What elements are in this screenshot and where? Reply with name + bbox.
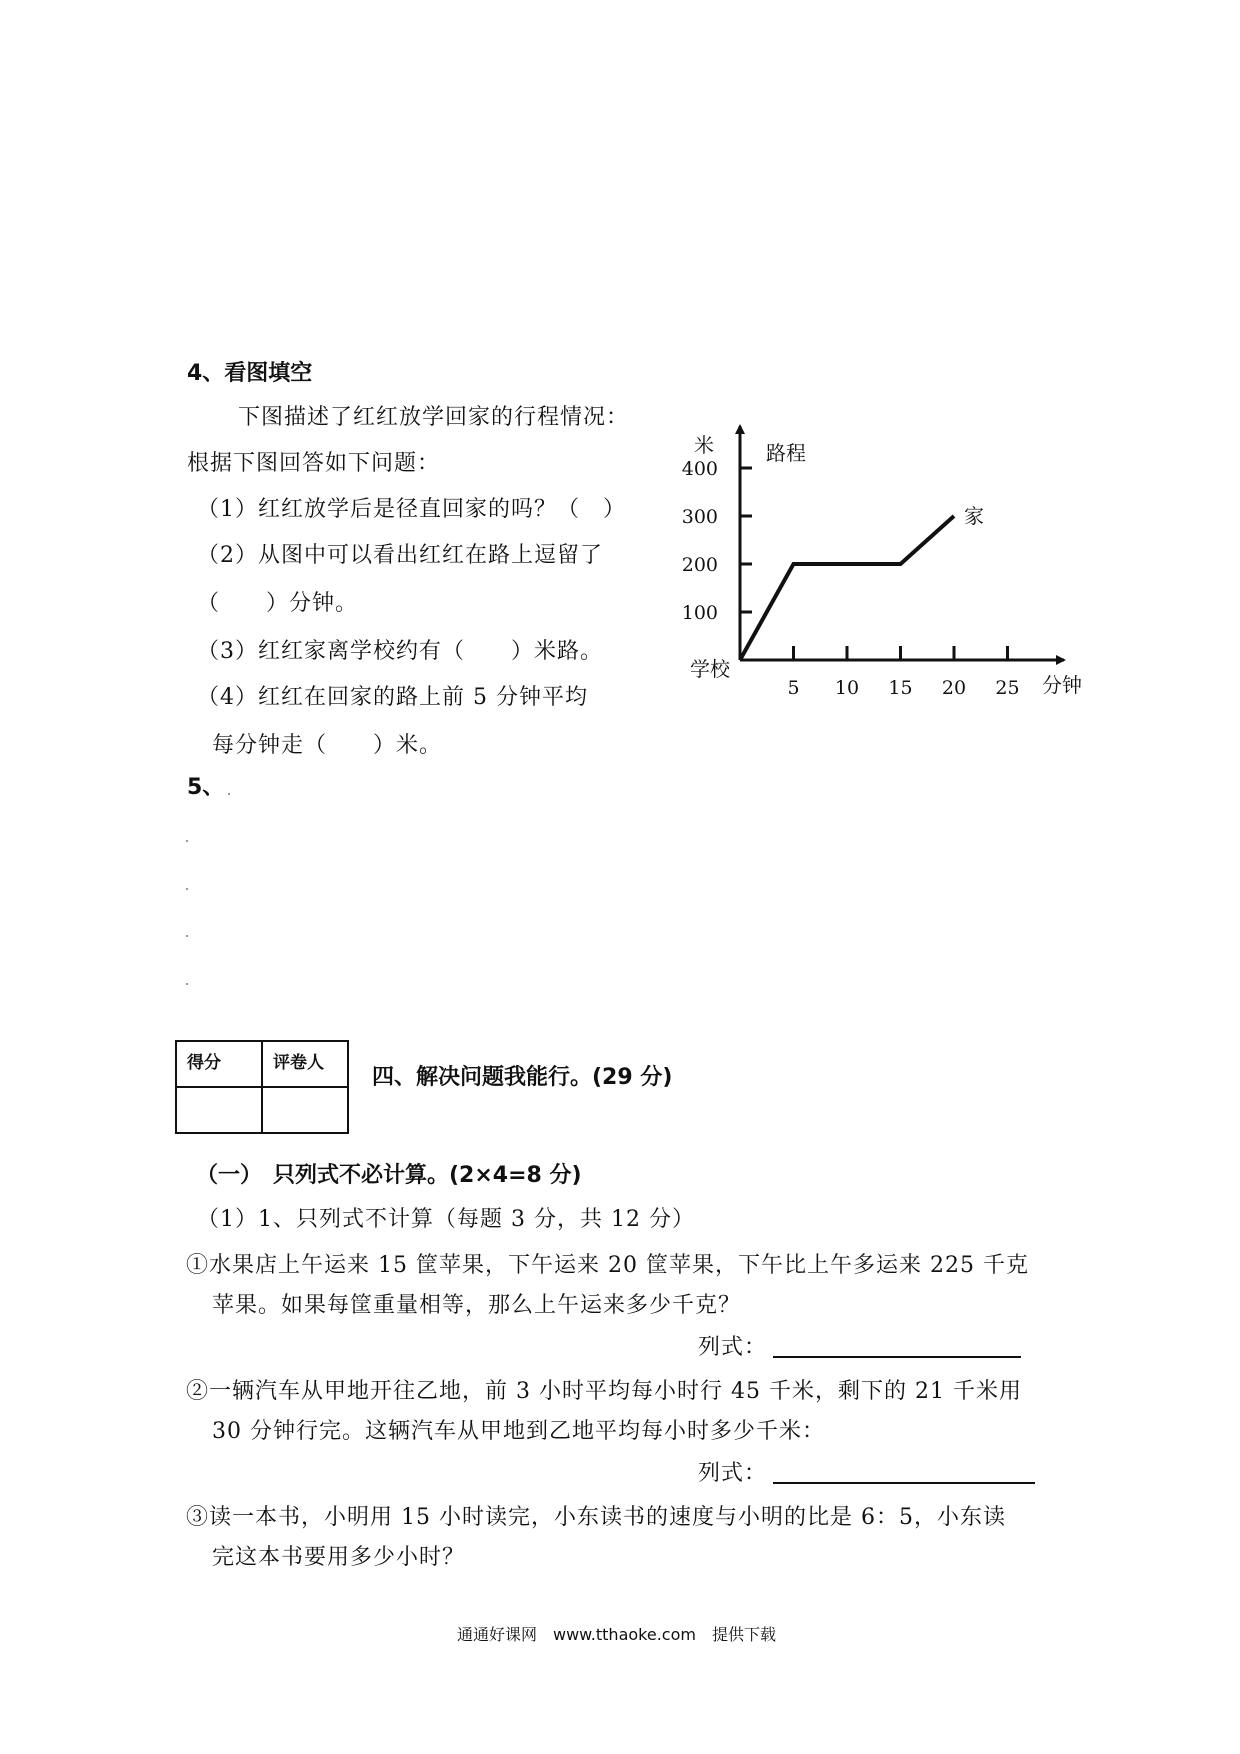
x-unit-label: 分钟 xyxy=(1042,673,1082,697)
origin-label: 学校 xyxy=(690,657,730,681)
q4-item-1: （1）红红放学后是径直回家的吗？（ ） xyxy=(197,497,626,522)
y-tick-label: 300 xyxy=(681,506,718,528)
problem-1-line2: 苹果。如果每筐重量相等，那么上午运来多少千克？ xyxy=(212,1293,742,1318)
x-tick-label: 15 xyxy=(888,677,913,699)
section4-sub-intro: （1）1、只列式不计算（每题 3 分，共 12 分） xyxy=(197,1207,695,1232)
y-title-label: 路程 xyxy=(766,441,806,465)
q4-prompt: 根据下图回答如下问题： xyxy=(187,451,441,476)
x-tick-label: 10 xyxy=(834,677,860,699)
x-tick-label: 5 xyxy=(787,677,800,699)
scan-speck xyxy=(228,793,230,795)
problem-2-line2: 30 分钟行完。这辆汽车从甲地到乙地平均每小时多少千米： xyxy=(212,1419,825,1444)
score-header: 得分 xyxy=(176,1041,262,1087)
y-tick-label: 100 xyxy=(681,602,718,624)
x-tick-label: 20 xyxy=(941,677,967,699)
problem-1-line1: ①水果店上午运来 15 筐苹果，下午运来 20 筐苹果，下午比上午多运来 225 千克 xyxy=(186,1253,1029,1278)
q4-item-3: （3）红红家离学校约有（ ）米路。 xyxy=(197,639,603,664)
q5-title: 5、 xyxy=(187,775,225,800)
x-tick-label: 25 xyxy=(995,677,1020,699)
scan-speck xyxy=(186,888,188,890)
y-unit-label: 米 xyxy=(694,433,714,457)
q4-item-4: （4）红红在回家的路上前 5 分钟平均 xyxy=(197,685,588,710)
problem-1-answer-label: 列式： xyxy=(698,1335,768,1360)
grader-cell[interactable] xyxy=(262,1087,348,1133)
scan-speck xyxy=(186,840,188,842)
problem-3-line1: ③读一本书，小明用 15 小时读完，小东读书的速度与小明的比是 6：5，小东读 xyxy=(186,1505,1006,1530)
distance-series-line xyxy=(740,516,954,660)
problem-3-line2: 完这本书要用多少小时？ xyxy=(212,1545,466,1570)
distance-time-chart xyxy=(680,420,1100,720)
scan-speck xyxy=(186,983,188,985)
section4-title: 四、解决问题我能行。(29 分) xyxy=(372,1065,673,1090)
q4-intro: 下图描述了红红放学回家的行程情况： xyxy=(238,405,630,430)
score-table xyxy=(175,1040,349,1134)
score-cell[interactable] xyxy=(176,1087,262,1133)
q4-item-2: （2）从图中可以看出红红在路上逗留了 xyxy=(197,543,603,568)
q4-item-2-cont: （ ）分钟。 xyxy=(197,591,359,616)
y-tick-label: 400 xyxy=(681,458,718,480)
problem-2-answer-line[interactable] xyxy=(773,1482,1035,1484)
q4-title: 4、看图填空 xyxy=(187,361,313,386)
end-label: 家 xyxy=(964,504,984,528)
grader-header: 评卷人 xyxy=(262,1041,348,1087)
problem-2-answer-label: 列式： xyxy=(698,1461,768,1486)
problem-1-answer-line[interactable] xyxy=(773,1356,1021,1358)
footer-text: 通通好课网 www.tthaoke.com 提供下载 xyxy=(457,1625,776,1644)
q4-item-4-cont: 每分钟走（ ）米。 xyxy=(212,733,443,758)
section4-subtitle: （一） 只列式不必计算。(2×4=8 分) xyxy=(196,1163,582,1188)
y-tick-label: 200 xyxy=(681,554,718,576)
problem-2-line1: ②一辆汽车从甲地开往乙地，前 3 小时平均每小时行 45 千米，剩下的 21 千米用 xyxy=(186,1379,1022,1404)
scan-speck xyxy=(186,935,188,937)
